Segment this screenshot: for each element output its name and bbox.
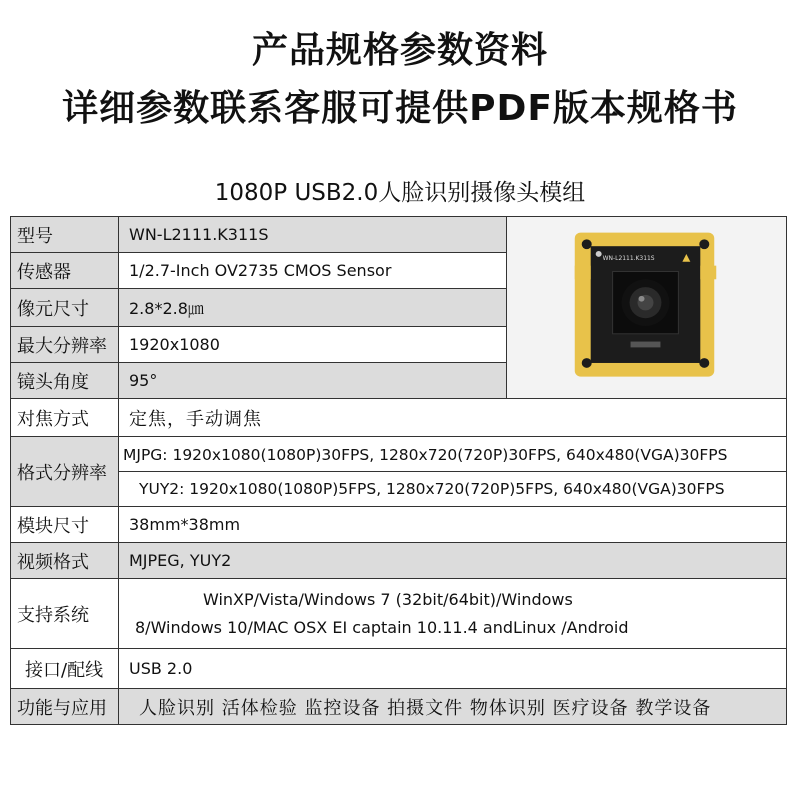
format-yuy2: YUY2: 1920x1080(1080P)5FPS, 1280x720(720P)5FPS, 640x480(VGA)30FPS xyxy=(139,479,725,498)
label-interface: 接口/配线 xyxy=(11,649,119,689)
value-angle: 95° xyxy=(119,363,507,399)
pad-icon xyxy=(699,358,709,368)
value-focus: 定焦，手动调焦 xyxy=(119,399,787,437)
label-apps: 功能与应用 xyxy=(11,689,119,725)
row-model xyxy=(11,217,787,253)
pad-icon xyxy=(582,239,592,249)
row-format-resolution xyxy=(11,437,787,507)
value-sensor: 1/2.7-Inch OV2735 CMOS Sensor xyxy=(119,253,507,289)
value-video-format: MJPEG, YUY2 xyxy=(119,543,787,579)
value-pixel: 2.8*2.8㎛ xyxy=(119,289,507,327)
value-size: 38mm*38mm xyxy=(119,507,787,543)
value-resolution: 1920x1080 xyxy=(119,327,507,363)
value-interface: USB 2.0 xyxy=(119,649,787,689)
label-sensor: 传感器 xyxy=(11,253,119,289)
os-line-2: 8/Windows 10/MAC OSX EI captain 10.11.4 andLinux /Android xyxy=(135,617,629,637)
label-angle: 镜头角度 xyxy=(11,363,119,399)
label-size: 模块尺寸 xyxy=(11,507,119,543)
os-line-1: WinXP/Vista/Windows 7 (32bit/64bit)/Windows xyxy=(203,589,573,609)
row-interface xyxy=(11,649,787,689)
title-line-1: 产品规格参数资料 xyxy=(251,30,548,71)
row-focus xyxy=(11,399,787,437)
logo-icon xyxy=(596,251,602,257)
label-os: 支持系统 xyxy=(11,579,119,649)
module-image-cell xyxy=(507,217,787,399)
format-mjpg: MJPG: 1920x1080(1080P)30FPS, 1280x720(720P)30FPS, 640x480(VGA)30FPS xyxy=(119,438,786,472)
row-apps xyxy=(11,689,787,725)
label-format-resolution: 格式分辨率 xyxy=(11,437,119,507)
label-resolution: 最大分辨率 xyxy=(11,327,119,363)
camera-module-image xyxy=(507,217,786,398)
connector-pins xyxy=(631,342,661,348)
label-pixel: 像元尺寸 xyxy=(11,289,119,327)
title-line-2: 详细参数联系客服可提供PDF版本规格书 xyxy=(62,88,738,129)
row-os xyxy=(11,579,787,649)
product-subtitle: 1080P USB2.0人脸识别摄像头模组 xyxy=(214,180,586,206)
value-format-resolution xyxy=(119,437,787,507)
label-video-format: 视频格式 xyxy=(11,543,119,579)
row-size xyxy=(11,507,787,543)
label-model: 型号 xyxy=(11,217,119,253)
row-video-format xyxy=(11,543,787,579)
value-model: WN-L2111.K311S xyxy=(119,217,507,253)
label-focus: 对焦方式 xyxy=(11,399,119,437)
board-label: WN-L2111.K311S xyxy=(602,255,655,262)
pad-icon xyxy=(699,239,709,249)
spec-table xyxy=(10,216,787,725)
pad-icon xyxy=(582,358,592,368)
value-apps: 人脸识别 活体检验 监控设备 拍摄文件 物体识别 医疗设备 教学设备 xyxy=(119,689,787,725)
value-os xyxy=(119,579,787,649)
